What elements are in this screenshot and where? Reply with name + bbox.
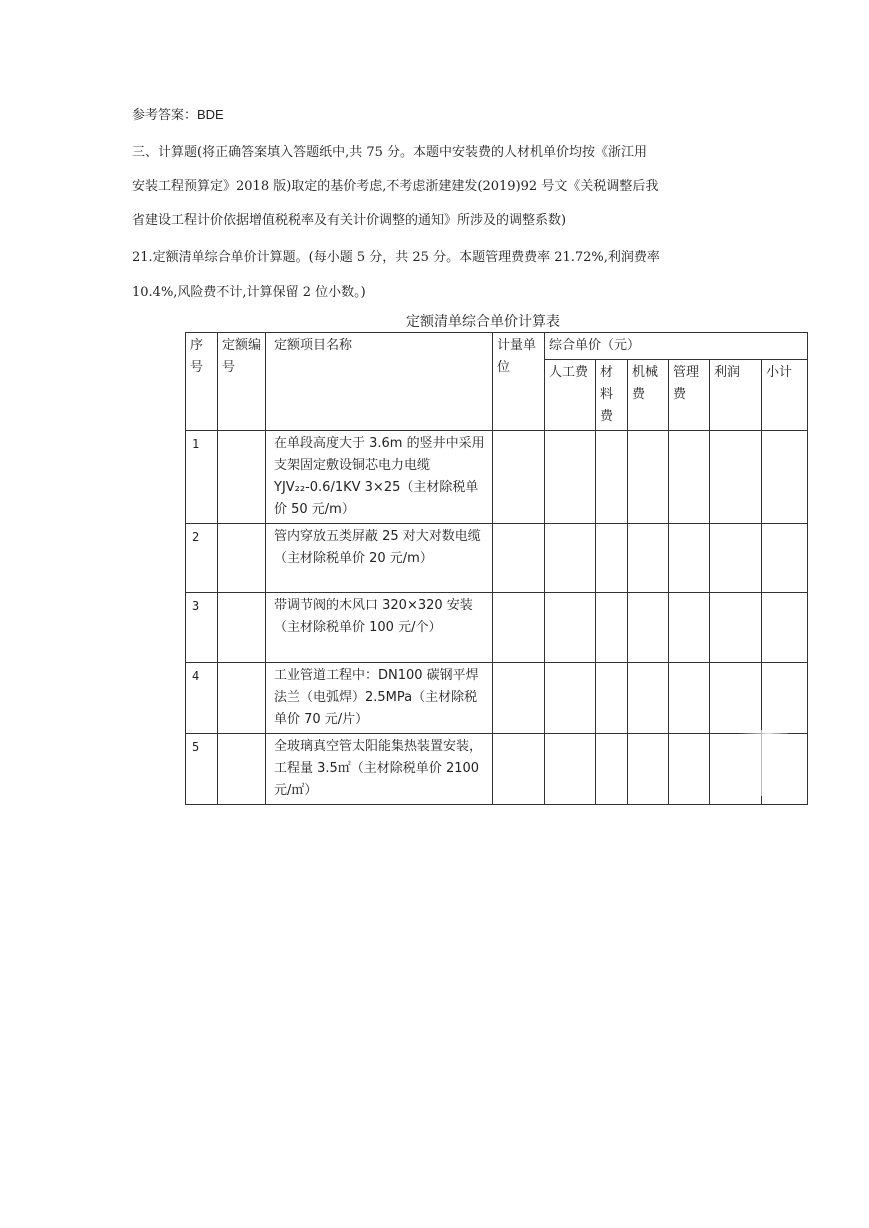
row-management bbox=[669, 524, 710, 593]
row-machine bbox=[628, 663, 669, 734]
row-unit bbox=[493, 431, 545, 524]
header-unit: 计量单位 bbox=[493, 333, 545, 431]
row-subtotal bbox=[762, 524, 808, 593]
row-quota-name: 带调节阀的木风口 320×320 安装（主材除税单价 100 元/个） bbox=[266, 593, 493, 663]
row-unit bbox=[493, 524, 545, 593]
row-unit bbox=[493, 734, 545, 805]
header-seq: 序号 bbox=[186, 333, 218, 431]
table-title: 定额清单综合单价计算表 bbox=[406, 314, 560, 330]
row-quota-code bbox=[218, 593, 266, 663]
table-row bbox=[186, 524, 808, 593]
row-quota-name: 在单段高度大于 3.6m 的竖井中采用支架固定敷设铜芯电力电缆 YJV₂₂-0.6/1KV 3×25（主材除税单价 50 元/m） bbox=[266, 431, 493, 524]
row-material bbox=[596, 524, 628, 593]
table-row bbox=[186, 431, 808, 524]
row-management bbox=[669, 431, 710, 524]
header-quota-name: 定额项目名称 bbox=[266, 333, 493, 431]
row-labor bbox=[545, 593, 596, 663]
row-profit bbox=[710, 431, 762, 524]
section-intro-line-1: 三、计算题(将正确答案填入答题纸中,共 75 分。本题中安装费的人材机单价均按《浙江用 bbox=[132, 145, 648, 160]
header-labor: 人工费 bbox=[545, 360, 596, 431]
header-management: 管理费 bbox=[669, 360, 710, 431]
row-seq: 4 bbox=[186, 663, 218, 734]
row-labor bbox=[545, 734, 596, 805]
row-material bbox=[596, 431, 628, 524]
row-material bbox=[596, 734, 628, 805]
row-seq: 1 bbox=[186, 431, 218, 524]
row-unit bbox=[493, 593, 545, 663]
table-row bbox=[186, 593, 808, 663]
scan-fade-artifact bbox=[738, 730, 788, 796]
row-quota-code bbox=[218, 663, 266, 734]
calculation-table bbox=[185, 332, 808, 805]
row-machine bbox=[628, 524, 669, 593]
row-quota-code bbox=[218, 524, 266, 593]
table-row bbox=[186, 734, 808, 805]
row-seq: 2 bbox=[186, 524, 218, 593]
section-intro-line-3: 省建设工程计价依据增值税税率及有关计价调整的通知》所涉及的调整系数) bbox=[132, 213, 567, 228]
row-labor bbox=[545, 524, 596, 593]
row-quota-code bbox=[218, 734, 266, 805]
question-line-1: 21.定额清单综合单价计算题。(每小题 5 分，共 25 分。本题管理费费率 21.72%,利润费率 bbox=[132, 250, 660, 265]
row-subtotal bbox=[762, 593, 808, 663]
row-management bbox=[669, 593, 710, 663]
row-profit bbox=[710, 524, 762, 593]
question-line-2: 10.4%,风险费不计,计算保留 2 位小数。) bbox=[132, 285, 366, 300]
section-intro-line-2: 安装工程预算定》2018 版)取定的基价考虑,不考虑浙建建发(2019)92 号文《关税调整后我 bbox=[132, 179, 659, 194]
reference-answer: 参考答案：BDE bbox=[132, 107, 224, 122]
row-machine bbox=[628, 431, 669, 524]
header-material: 材料费 bbox=[596, 360, 628, 431]
header-subtotal: 小计 bbox=[762, 360, 808, 431]
row-labor bbox=[545, 431, 596, 524]
row-seq: 5 bbox=[186, 734, 218, 805]
row-unit bbox=[493, 663, 545, 734]
row-profit bbox=[710, 663, 762, 734]
header-composite-price: 综合单价（元） bbox=[545, 333, 808, 360]
row-material bbox=[596, 663, 628, 734]
row-quota-code bbox=[218, 431, 266, 524]
row-quota-name: 全玻璃真空管太阳能集热装置安装，工程量 3.5㎡（主材除税单价 2100 元/㎡） bbox=[266, 734, 493, 805]
row-management bbox=[669, 663, 710, 734]
header-quota-code: 定额编号 bbox=[218, 333, 266, 431]
row-labor bbox=[545, 663, 596, 734]
row-subtotal bbox=[762, 431, 808, 524]
row-machine bbox=[628, 734, 669, 805]
row-seq: 3 bbox=[186, 593, 218, 663]
row-subtotal bbox=[762, 663, 808, 734]
row-material bbox=[596, 593, 628, 663]
header-row-1 bbox=[186, 333, 808, 360]
row-quota-name: 工业管道工程中：DN100 碳钢平焊法兰（电弧焊）2.5MPa（主材除税单价 70 元/片） bbox=[266, 663, 493, 734]
row-profit bbox=[710, 593, 762, 663]
header-machine: 机械费 bbox=[628, 360, 669, 431]
header-profit: 利润 bbox=[710, 360, 762, 431]
row-management bbox=[669, 734, 710, 805]
table-row bbox=[186, 663, 808, 734]
row-machine bbox=[628, 593, 669, 663]
row-quota-name: 管内穿放五类屏蔽 25 对大对数电缆（主材除税单价 20 元/m） bbox=[266, 524, 493, 593]
